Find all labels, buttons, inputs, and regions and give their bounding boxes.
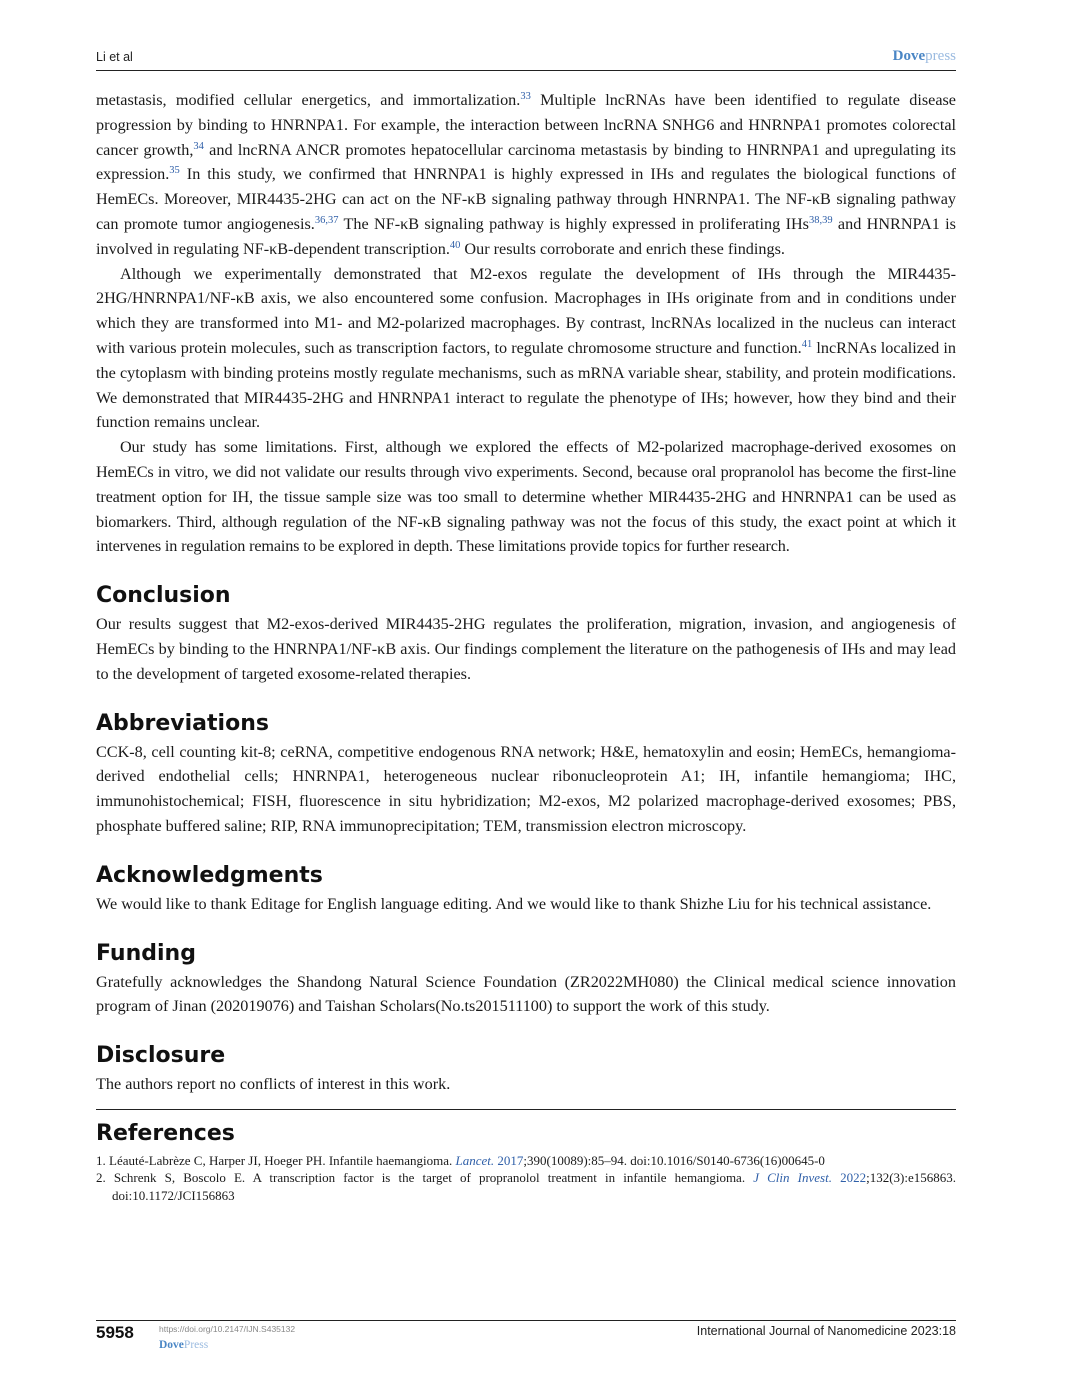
funding-text: Gratefully acknowledges the Shandong Natural Science Foundation (ZR2022MH080) the Clinical medical science innovation program of Jinan (202019076) and Taishan Scholars(No.ts201511100) to support the work of this study.	[96, 972, 956, 1016]
conclusion-text: Our results suggest that M2-exos-derived MIR4435-2HG regulates the proliferation, migration, invasion, and angiogenesis of HemECs by binding to the HNRNPA1/NF-κB axis. Our findings complement the literature on the pathogenesis of IHs and may lead to the development of targeted exosome-related therapies.	[96, 615, 956, 683]
abbreviations-heading: Abbreviations	[96, 710, 269, 736]
citation-link[interactable]: 35	[169, 165, 180, 177]
reference-text: Schrenk S, Boscolo E. A transcription factor is the target of propranolol treatment in infantile hemangioma.	[113, 1170, 746, 1186]
publisher-logo-part1: Dove	[892, 48, 926, 64]
reference-item	[96, 1169, 956, 1204]
acknowledgments-heading: Acknowledgments	[96, 862, 323, 888]
reference-list	[96, 1152, 956, 1205]
citation-link[interactable]: 34	[193, 140, 204, 152]
disclosure-text: The authors report no conflicts of interest in this work.	[96, 1075, 451, 1094]
conclusion-heading: Conclusion	[96, 583, 231, 609]
publisher-logo[interactable]	[893, 48, 956, 65]
page-number: 5958	[96, 1323, 134, 1342]
page-footer	[96, 1320, 956, 1361]
article-body	[96, 88, 956, 1204]
footer-logo-part1: Dove	[159, 1339, 184, 1351]
citation-link[interactable]: 40	[449, 239, 461, 251]
citation-link[interactable]: 33	[520, 91, 531, 102]
reference-number: 2.	[96, 1170, 106, 1186]
doi-link[interactable]: https://doi.org/10.2147/IJN.S435132	[159, 1324, 296, 1334]
discussion-paragraph-3: Our study has some limitations. First, although we explored the effects of M2-polarized macrophage-derived exosomes on HemECs in vitro, we did not validate our results through vivo experiments. Second, because oral propranolol has become the first-line treatment option for IH, the tissue sample size was too small to determine whether MIR4435-2HG and HNRNPA1 can be used as biomarkers. Third, although regulation of the NF-κB signaling pathway was not the focus of this study, the exact point at which it intervenes in regulation remains to be explored in depth. These limitations provide topics for further research.	[96, 438, 956, 556]
running-header-authors: Li et al	[96, 50, 133, 64]
reference-year-link[interactable]: 2017	[497, 1152, 524, 1168]
citation-link[interactable]: 36,37	[314, 214, 339, 226]
disclosure-heading: Disclosure	[96, 1043, 226, 1069]
reference-number: 1.	[96, 1152, 106, 1168]
acknowledgments-text: We would like to thank Editage for English language editing. And we would like to thank Shizhe Liu for his technical assistance.	[96, 894, 932, 913]
citation-link[interactable]: 41	[801, 338, 813, 350]
funding-heading: Funding	[96, 940, 196, 966]
running-header	[96, 48, 956, 71]
footer-logo-part2: Press	[183, 1339, 209, 1351]
references-heading: References	[96, 1120, 235, 1146]
discussion-paragraph-1: metastasis, modified cellular energetics, and immortalization.$^{33}$ Multiple lncRNAs have been identified to regulate disease progression by binding to HNRNPA1. For example, the interaction between lncRNA SNHG6 and HNRNPA1 promotes colorectal cancer growth,$^{34}$ and lncRNA ANCR promotes hepatocellular carcinoma metastasis by binding to HNRNPA1 and upregulating its expression.$^{35}$ In this study, we confirmed that HNRNPA1 is highly expressed in IHs and regulates the biological functions of HemECs. Moreover, MIR4435-2HG can act on the NF-κB signaling pathway through HNRNPA1. The NF-κB signaling pathway can promote tumor angiogenesis.$^{36,37}$ The NF-κB signaling pathway is highly expressed in proliferating IHs$^{38,39}$ and HNRNPA1 is involved in regulating NF-κB-dependent transcription.$^{40}$ Our results corroborate and enrich these findings.	[96, 91, 956, 258]
abbreviations-text: CCK-8, cell counting kit-8; ceRNA, competitive endogenous RNA network; H&E, hematoxylin and eosin; HemECs, hemangioma-derived endothelial cells; HNRNPA1, heterogeneous nuclear ribonucleoprotein A1; IH, infantile hemangioma; IHC, immunohistochemical; FISH, fluorescence in situ hybridization; M2-exos, M2 polarized macrophage-derived exosomes; PBS, phosphate buffered saline; RIP, RNA immunoprecipitation; TEM, transmission electron microscopy.	[96, 742, 956, 835]
reference-citation: ;132(3):e156863. doi:10.1172/JCI156863	[112, 1170, 957, 1203]
footer-publisher-logo[interactable]	[159, 1339, 208, 1351]
discussion-paragraph-2: Although we experimentally demonstrated that M2-exos regulate the development of IHs through the MIR4435-2HG/HNRNPA1/NF-κB axis, we also encountered some confusion. Macrophages in IHs originate from and in conditions under which they are transformed into M1- and M2-polarized macrophages. By contrast, lncRNAs localized in the nucleus can interact with various protein molecules, such as transcription factors, to regulate chromosome structure and function.$^{41}$ lncRNAs localized in the cytoplasm with binding proteins mostly regulate mechanisms, such as mRNA variable shear, stability, and protein modifications. We demonstrated that MIR4435-2HG and HNRNPA1 interact to regulate the phenotype of IHs; however, how they bind and their function remains unclear.	[96, 264, 956, 432]
reference-year-link[interactable]: 2022	[840, 1170, 867, 1186]
section-divider	[96, 1109, 956, 1110]
reference-journal-link[interactable]: Lancet.	[455, 1152, 495, 1168]
citation-link[interactable]: 38,39	[808, 214, 833, 226]
reference-item	[96, 1152, 956, 1170]
publisher-logo-part2: press	[925, 48, 956, 64]
reference-text: Léauté-Labrèze C, Harper JI, Hoeger PH. Infantile haemangioma.	[109, 1152, 453, 1168]
reference-citation: ;390(10089):85–94. doi:10.1016/S0140-6736(16)00645-0	[523, 1152, 825, 1168]
journal-citation: International Journal of Nanomedicine 2023:18	[696, 1324, 956, 1338]
reference-journal-link[interactable]: J Clin Invest.	[753, 1170, 832, 1186]
